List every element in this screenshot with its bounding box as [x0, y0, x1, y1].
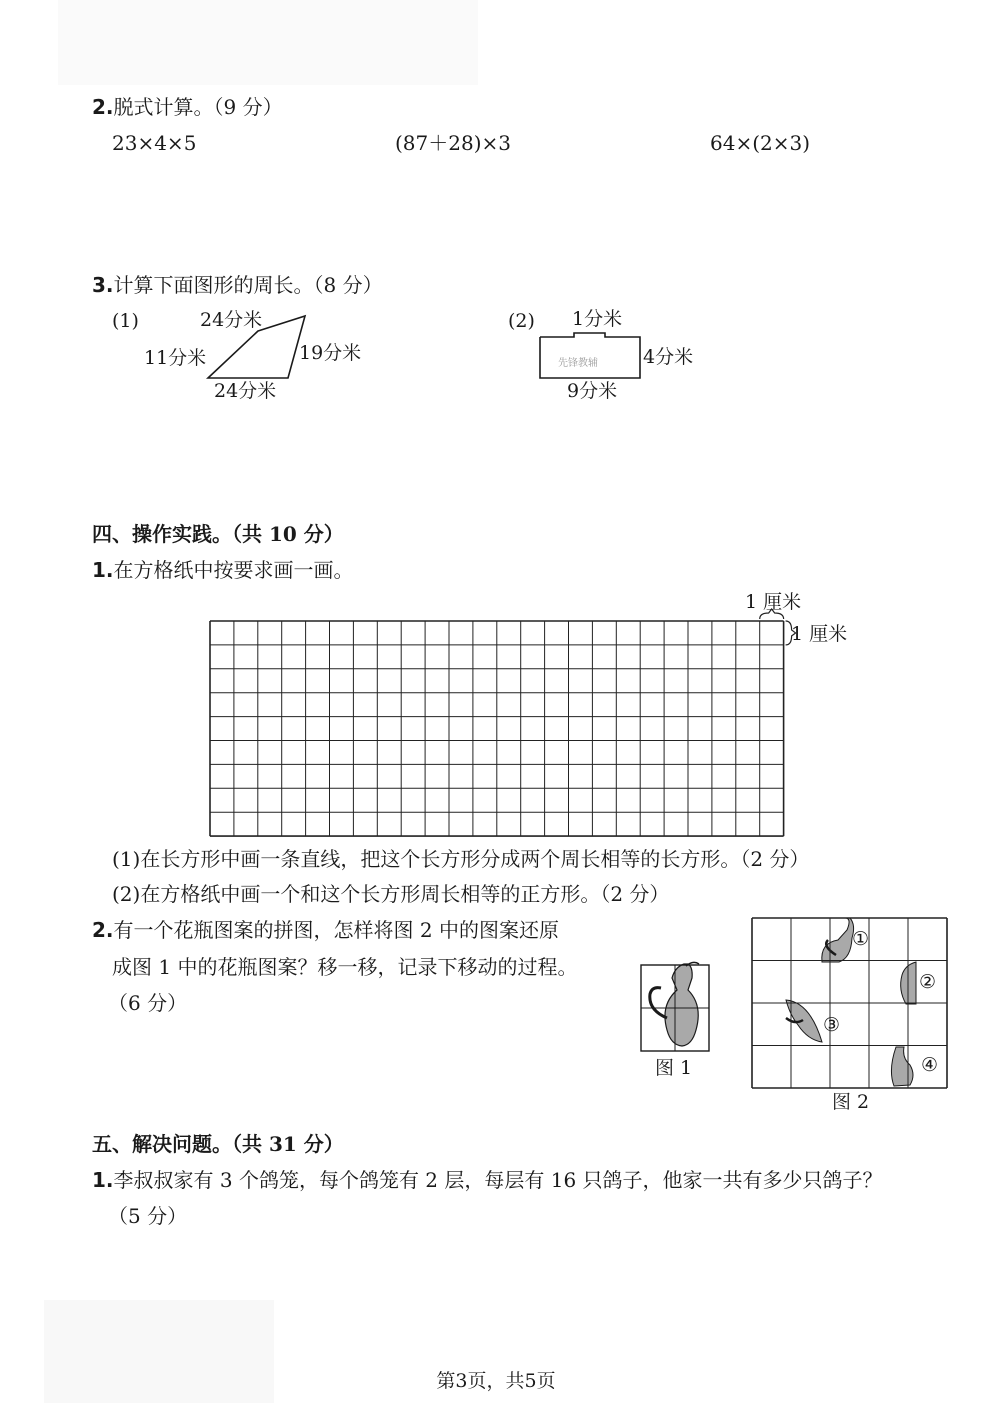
s4-q2-number: 2. — [92, 918, 114, 942]
s4-q1-text: 在方格纸中按要求画一画。 — [113, 558, 354, 582]
shape-width-label: 9分米 — [567, 380, 618, 402]
s5-q1-text-line — [92, 1170, 883, 1190]
section-5-title: 五、解决问题。（共 31 分） — [92, 1132, 344, 1156]
marker-3: ③ — [823, 1014, 841, 1036]
s4-q2-score: （6 分） — [108, 991, 188, 1015]
q3-title: 计算下面图形的周长。（8 分） — [113, 273, 383, 297]
s5-q1-number: 1. — [92, 1168, 114, 1192]
s4-q1-sub1: (1)在长方形中画一条直线，把这个长方形分成两个周长相等的长方形。（2 分） — [112, 847, 810, 871]
expr-1: 23×4×5 — [112, 131, 197, 155]
q2-title: 脱式计算。（9 分） — [113, 95, 283, 119]
page-footer: 第3页，共5页 — [436, 1370, 556, 1392]
trapezoid-left-label: 11分米 — [144, 347, 207, 369]
s4-q2-line2: 成图 1 中的花瓶图案？移一移，记录下移动的过程。 — [112, 955, 578, 979]
s4-q1-sub2: (2)在方格纸中画一个和这个长方形周长相等的正方形。（2 分） — [112, 882, 670, 906]
expr-3: 64×(2×3) — [710, 131, 811, 155]
notch-label: 1分米 — [572, 308, 623, 330]
trapezoid-bottom-label: 24分米 — [214, 380, 277, 402]
marker-4: ④ — [921, 1054, 939, 1076]
q2-number: 2. — [92, 95, 114, 119]
unit-width-label: 1 厘米 — [745, 591, 802, 613]
section-4-title: 四、操作实践。（共 10 分） — [92, 522, 344, 546]
marker-2: ② — [919, 971, 937, 993]
trapezoid-top-label: 24分米 — [200, 309, 263, 331]
figure-1-caption: 图 1 — [655, 1057, 693, 1079]
s4-q2-text: 有一个花瓶图案的拼图，怎样将图 2 中的图案还原 — [113, 918, 559, 942]
trapezoid-right-label: 19分米 — [299, 342, 362, 364]
figure-1-tag: (1) — [112, 310, 139, 332]
watermark: 先锋教辅 — [558, 358, 598, 369]
marker-1: ① — [852, 928, 870, 950]
figure-2-caption: 图 2 — [832, 1091, 870, 1113]
shape-height-label: 4分米 — [643, 346, 694, 368]
unit-height-label: 1 厘米 — [791, 623, 848, 645]
s5-q1-score: （5 分） — [108, 1204, 188, 1228]
expr-2: (87＋28)×3 — [395, 131, 511, 155]
figure-2-tag: (2) — [508, 310, 535, 332]
q3-number: 3. — [92, 273, 114, 297]
s5-q1-text: 李叔叔家有 3 个鸽笼，每个鸽笼有 2 层，每层有 16 只鸽子，他家一共有多少只鸽子？ — [113, 1168, 883, 1192]
s4-q1-number: 1. — [92, 558, 114, 582]
